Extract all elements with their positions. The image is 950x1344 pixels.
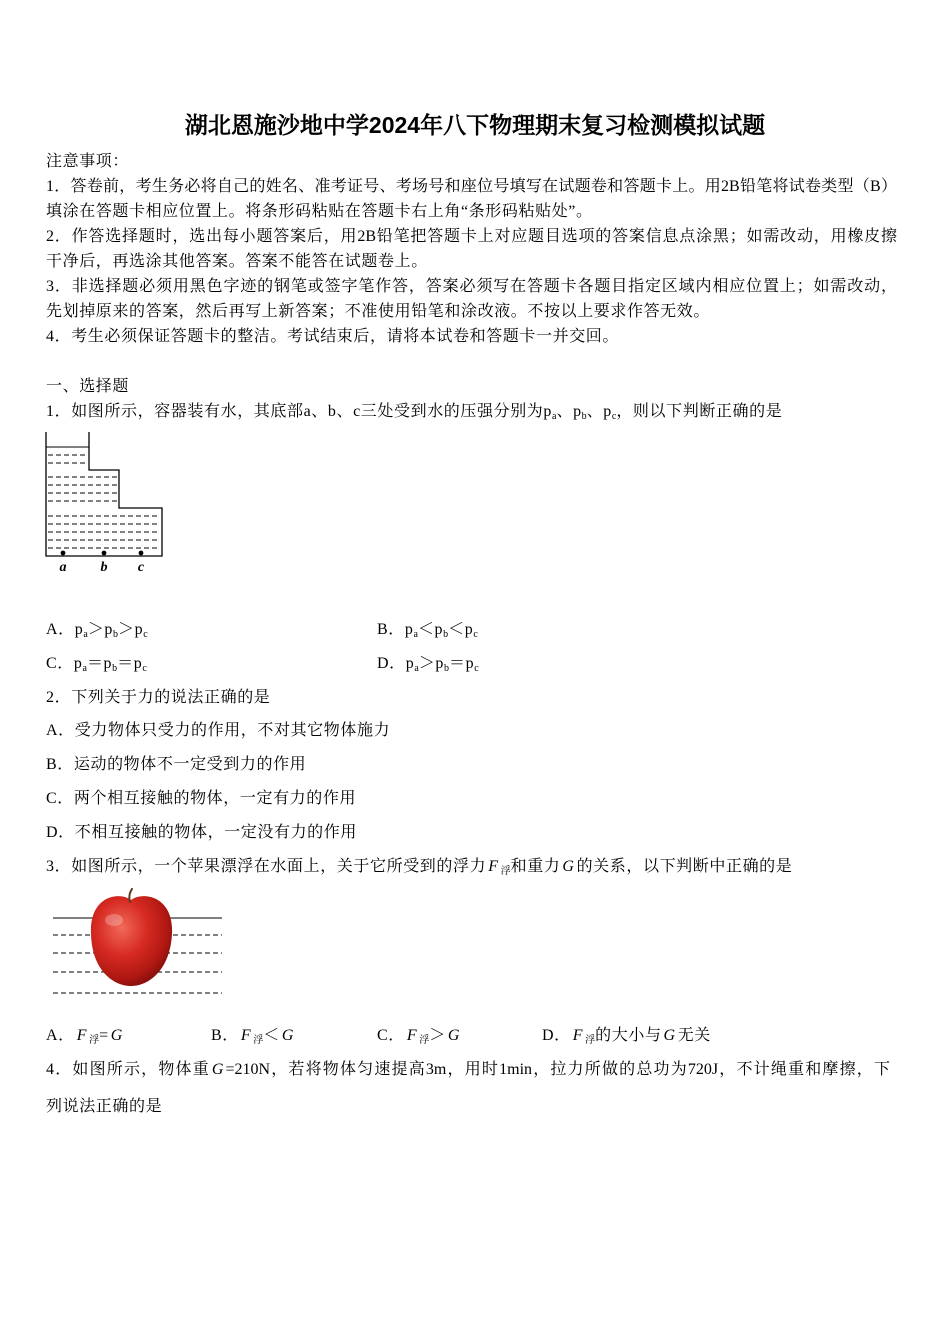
q2-option-a bbox=[46, 718, 390, 743]
question-number: 1． bbox=[46, 403, 72, 420]
notes-heading: 注意事项： bbox=[46, 153, 130, 170]
apple-body bbox=[91, 896, 172, 986]
q3-option-b bbox=[211, 1023, 296, 1048]
subscript: c bbox=[611, 411, 617, 422]
q2-stem bbox=[46, 685, 270, 710]
subscript: a bbox=[82, 663, 87, 674]
q2-option-d bbox=[46, 820, 357, 845]
subscript: 浮 bbox=[89, 1035, 100, 1046]
option-text: p bbox=[74, 621, 84, 638]
q1-stem-text: ，则以下判断正确的是 bbox=[616, 403, 783, 420]
subscript: b bbox=[112, 663, 118, 674]
question-number: 4． bbox=[46, 1061, 73, 1078]
subscript: b bbox=[443, 629, 449, 640]
subscript: a bbox=[414, 663, 419, 674]
buoyancy-symbol: F bbox=[240, 1027, 252, 1044]
option-text: ＝p bbox=[86, 655, 113, 672]
page-title: 湖北恩施沙地中学2024年八下物理期末复习检测模拟试题 bbox=[184, 112, 766, 138]
option-text: ＞p bbox=[87, 621, 114, 638]
buoyancy-symbol: F bbox=[406, 1027, 418, 1044]
apple-highlight bbox=[105, 914, 123, 926]
gravity-symbol: G bbox=[663, 1027, 676, 1044]
option-label: A． bbox=[46, 1027, 75, 1044]
note-3-line-2: 先划掉原来的答案，然后再写上新答案；不准使用铅笔和涂改液。不按以上要求作答无效。 bbox=[46, 303, 711, 320]
note-4: 4．考生必须保证答题卡的整洁。考试结束后，请将本试卷和答题卡一并交回。 bbox=[46, 328, 620, 345]
container-figure bbox=[40, 428, 170, 578]
option-text: ＜ bbox=[263, 1027, 280, 1044]
subscript: a bbox=[83, 629, 88, 640]
gravity-symbol: G bbox=[562, 858, 575, 875]
subscript: c bbox=[143, 629, 148, 640]
q2-option-c bbox=[46, 786, 356, 811]
note-1-line-1: 1．答卷前，考生务必将自己的姓名、准考证号、考场号和座位号填写在试题卷和答题卡上。用2B铅笔将试卷类型（B） bbox=[46, 178, 897, 195]
q1-option-b bbox=[377, 617, 478, 642]
option-text: 无关 bbox=[677, 1027, 711, 1044]
q1-stem bbox=[46, 399, 782, 424]
section-heading: 一、选择题 bbox=[46, 378, 130, 395]
q1-stem-text: 如图所示，容器装有水，其底部a、b、c三处受到水的压强分别为p bbox=[71, 403, 553, 420]
q3-option-c bbox=[377, 1023, 462, 1048]
option-text: 两个相互接触的物体，一定有力的作用 bbox=[73, 790, 357, 807]
note-3-line-1: 3．非选择题必须用黑色字迹的钢笔或签字笔作答，答案必须写在答题卡各题目指定区域内相应位置上；如需改动， bbox=[46, 278, 897, 295]
subscript: 浮 bbox=[253, 1035, 264, 1046]
q4-stem-text: =210N，若将物体匀速提高3m，用时1min，拉力所做的总功为720J，不计绳重和摩擦，下 bbox=[225, 1061, 890, 1078]
note-2-line-2: 干净后，再选涂其他答案。答案不能答在试题卷上。 bbox=[46, 253, 428, 270]
subscript: b bbox=[581, 411, 587, 422]
subscript: 浮 bbox=[419, 1035, 430, 1046]
option-label: B． bbox=[377, 621, 405, 638]
q4-stem-line-1 bbox=[46, 1057, 890, 1082]
subscript: c bbox=[473, 629, 478, 640]
option-label: B． bbox=[211, 1027, 239, 1044]
point-b-dot bbox=[102, 551, 107, 556]
q3-stem-text: 如图所示，一个苹果漂浮在水面上，关于它所受到的浮力 bbox=[71, 858, 487, 875]
option-label: A． bbox=[46, 621, 75, 638]
point-a-dot bbox=[61, 551, 66, 556]
subscript: a bbox=[413, 629, 418, 640]
q2-option-b bbox=[46, 752, 306, 777]
gravity-symbol: G bbox=[211, 1061, 224, 1078]
subscript: c bbox=[474, 663, 479, 674]
subscript: b bbox=[444, 663, 450, 674]
option-label: A． bbox=[46, 722, 75, 739]
option-label: B． bbox=[46, 756, 74, 773]
point-c-dot bbox=[139, 551, 144, 556]
question-number: 3． bbox=[46, 858, 72, 875]
option-text: 运动的物体不一定受到力的作用 bbox=[73, 756, 307, 773]
subscript: 浮 bbox=[500, 866, 511, 877]
option-label: D． bbox=[377, 655, 406, 672]
buoyancy-symbol: F bbox=[76, 1027, 88, 1044]
option-text: ＞p bbox=[118, 621, 144, 638]
q1-stem-text: 、p bbox=[586, 403, 612, 420]
note-1-line-2: 填涂在答题卡相应位置上。将条形码粘贴在答题卡右上角“条形码粘贴处”。 bbox=[46, 203, 593, 220]
question-number: 2． bbox=[46, 689, 72, 706]
buoyancy-symbol: F bbox=[488, 858, 499, 875]
option-text: 不相互接触的物体，一定没有力的作用 bbox=[74, 824, 357, 841]
option-text: p bbox=[73, 655, 83, 672]
option-text: 的大小与 bbox=[595, 1027, 662, 1044]
subscript: 浮 bbox=[585, 1035, 596, 1046]
option-text: ＞ bbox=[429, 1027, 446, 1044]
option-text: p bbox=[404, 621, 414, 638]
gravity-symbol: G bbox=[110, 1027, 123, 1044]
q1-option-d bbox=[377, 651, 479, 676]
q3-stem bbox=[46, 854, 792, 879]
option-label: C． bbox=[377, 1027, 405, 1044]
gravity-symbol: G bbox=[447, 1027, 461, 1044]
subscript: b bbox=[113, 629, 119, 640]
buoyancy-symbol: F bbox=[572, 1027, 584, 1044]
q1-option-a bbox=[46, 617, 148, 642]
q2-stem-text: 下列关于力的说法正确的是 bbox=[71, 689, 271, 706]
option-label: C． bbox=[46, 790, 74, 807]
q1-stem-text: 、p bbox=[556, 403, 582, 420]
option-text: = bbox=[99, 1027, 109, 1044]
point-label-c: c bbox=[137, 560, 145, 575]
gravity-symbol: G bbox=[281, 1027, 295, 1044]
q3-option-d bbox=[542, 1023, 711, 1048]
option-text: ＞p bbox=[418, 655, 445, 672]
apple-figure bbox=[48, 888, 228, 1003]
water-fill-lines bbox=[48, 455, 160, 548]
q3-stem-text: 和重力 bbox=[510, 858, 561, 875]
option-label: C． bbox=[46, 655, 74, 672]
option-label: D． bbox=[542, 1027, 571, 1044]
option-text: p bbox=[405, 655, 415, 672]
option-text: ＝p bbox=[117, 655, 143, 672]
subscript: a bbox=[552, 411, 557, 422]
option-text: 受力物体只受力的作用，不对其它物体施力 bbox=[74, 722, 391, 739]
q1-option-c bbox=[46, 651, 147, 676]
q4-stem-text: 如图所示，物体重 bbox=[72, 1061, 210, 1078]
option-label: D． bbox=[46, 824, 75, 841]
note-2-line-1: 2．作答选择题时，选出每小题答案后，用2B铅笔把答题卡上对应题目选项的答案信息点涂黑；如需改动，用橡皮擦 bbox=[46, 228, 897, 245]
option-text: ＜p bbox=[417, 621, 444, 638]
q3-stem-text: 的关系，以下判断中正确的是 bbox=[576, 858, 793, 875]
subscript: c bbox=[142, 663, 147, 674]
option-text: ＝p bbox=[449, 655, 475, 672]
container-outline bbox=[46, 432, 162, 556]
q4-stem-line-2: 列说法正确的是 bbox=[46, 1098, 163, 1115]
point-label-a: a bbox=[59, 560, 67, 575]
option-text: ＜p bbox=[448, 621, 474, 638]
point-label-b: b bbox=[100, 560, 108, 575]
q3-option-a bbox=[46, 1023, 125, 1048]
